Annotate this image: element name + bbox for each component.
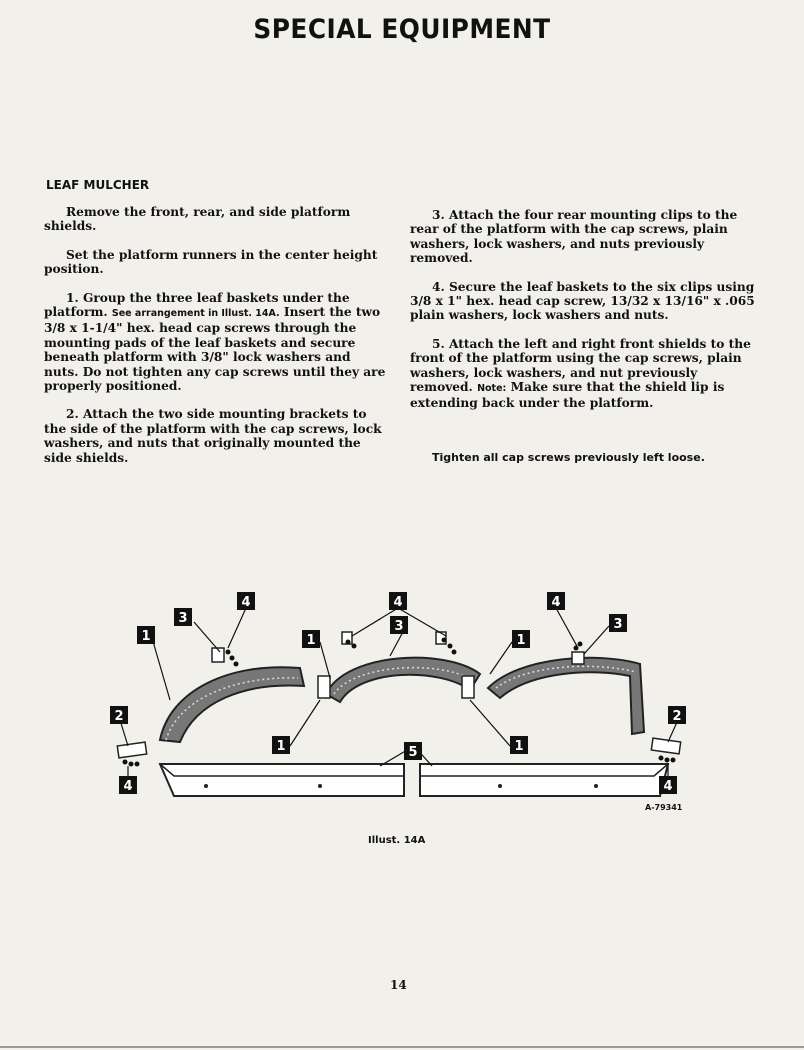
illustration-caption: Illust. 14A [368, 835, 426, 846]
callout-10 [272, 736, 290, 754]
leaf-mulcher-illustration [0, 580, 804, 830]
svg-text:1: 1 [141, 629, 151, 644]
callout-11 [510, 736, 528, 754]
paragraph-set-runners: Set the platform runners in the center height position. [44, 247, 378, 277]
callout-15 [119, 776, 137, 794]
paragraph-remove-shields: Remove the front, rear, and side platform shields. [44, 205, 351, 234]
callout-8 [302, 630, 320, 648]
callout-9 [512, 630, 530, 648]
callout-4 [174, 608, 192, 626]
svg-text:2: 2 [672, 709, 682, 724]
svg-text:4: 4 [123, 779, 133, 794]
callout-13 [668, 706, 686, 724]
svg-text:3: 3 [613, 617, 623, 632]
paragraph-step-5 [410, 337, 760, 411]
callout-6 [609, 614, 627, 632]
step-5-text-b: Make sure that the shield lip is extending back under the platform. [410, 380, 725, 411]
svg-text:3: 3 [394, 619, 404, 634]
left-column [44, 205, 386, 479]
center-leaf-basket [326, 658, 480, 702]
svg-text:3: 3 [178, 611, 188, 626]
svg-text:5: 5 [408, 745, 418, 760]
section-heading: LEAF MULCHER [46, 178, 150, 192]
svg-text:4: 4 [241, 595, 251, 610]
page-number: 14 [390, 978, 407, 992]
svg-text:1: 1 [306, 633, 316, 648]
callout-12 [110, 706, 128, 724]
svg-text:1: 1 [276, 739, 286, 754]
paragraph-step-2: 2. Attach the two side mounting brackets to the side of the platform with the cap screws, lock washers, and nuts that originally mounted the side shields. [44, 407, 382, 465]
callout-14 [404, 742, 422, 760]
paragraph-step-1 [44, 291, 386, 394]
step-1-text-b: Insert the two 3/8 x 1-1/4" hex. head cap screws through the mounting pads of the leaf baskets and secure beneath platform with 3/8" lock washers and nuts. Do not tighten any cap screws until they are properly positioned. [44, 305, 386, 394]
front-shields [160, 764, 668, 796]
tighten-instruction: Tighten all cap screws previously left loose. [432, 451, 705, 464]
callout-16 [659, 776, 677, 794]
paragraph-step-4: 4. Secure the leaf baskets to the six clips using 3/8 x 1" hex. head cap screw, 13/32 x 13/16" x .065 plain washers, lock washers and nuts. [410, 279, 755, 323]
callout-1 [237, 592, 255, 610]
left-leaf-basket [160, 667, 304, 742]
svg-text:4: 4 [551, 595, 561, 610]
callout-3 [547, 592, 565, 610]
step-1-text-a: 1. Group the three leaf baskets under the platform. [44, 290, 350, 320]
callout-7 [137, 626, 155, 644]
page-divider [0, 1046, 804, 1048]
svg-text:1: 1 [514, 739, 524, 754]
figure-id: A-79341 [645, 803, 683, 812]
callout-2 [389, 592, 407, 610]
svg-text:2: 2 [114, 709, 124, 724]
paragraph-step-3: 3. Attach the four rear mounting clips to the rear of the platform with the cap screws, plain washers, lock washers, and nuts previously removed. [410, 208, 738, 266]
step-5-note-label: Note: [477, 383, 507, 395]
right-leaf-basket [488, 658, 644, 734]
svg-text:4: 4 [393, 595, 403, 610]
step-5-text-a: 5. Attach the left and right front shields to the front of the platform using the cap screws, plain washers, lock washers, and nut previously removed. [410, 336, 751, 395]
page-title: SPECIAL EQUIPMENT [253, 14, 551, 45]
svg-text:4: 4 [663, 779, 673, 794]
step-1-reference: See arrangement in Illust. 14A. [111, 308, 280, 320]
right-column [410, 208, 760, 425]
svg-text:1: 1 [516, 633, 526, 648]
callout-5 [390, 616, 408, 634]
